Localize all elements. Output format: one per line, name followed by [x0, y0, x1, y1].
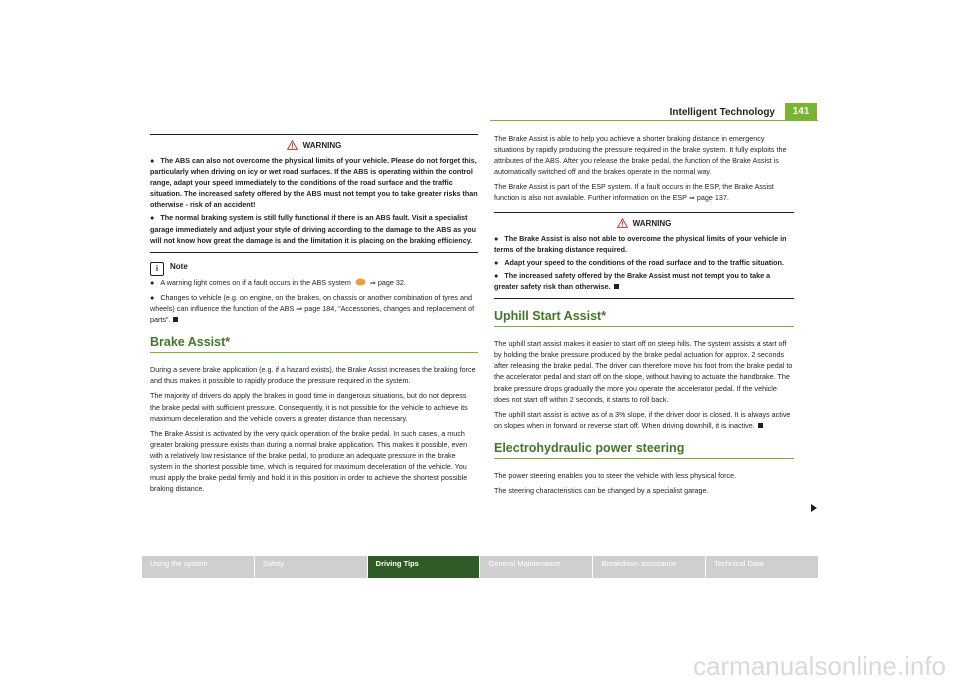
continue-arrow-icon[interactable]	[811, 504, 817, 512]
paragraph: The Brake Assist is able to help you achieve a shorter braking distance in emergency situations by rapidly producing the pressure required in the brake system. It fully exploits the attributes of the ABS. After you release the brake pedal, the function of the Brake Assist is automatically switched off and the brakes operate in the normal way.	[494, 134, 787, 177]
abs-warning-light-icon	[355, 278, 366, 286]
paragraph: The steering characteristics can be changed by a specialist garage.	[494, 486, 709, 496]
paragraph: The uphill start assist is active as of a 3% slope, if the driver door is closed. It is always active on slopes when in forward or reverse start off. When driving downhill, it is inactive.	[494, 409, 791, 430]
end-of-section-icon	[614, 284, 619, 289]
warning-heading	[150, 139, 478, 152]
warning-title: WARNING	[632, 218, 672, 228]
footer-chapter-tabs	[142, 556, 818, 578]
end-of-section-icon	[758, 423, 763, 428]
tab-breakdown-assistance[interactable]: Breakdown assistance	[593, 556, 705, 578]
right-column	[494, 133, 794, 500]
tab-general-maintenance[interactable]: General Maintenance	[480, 556, 592, 578]
watermark: carmanualsonline.info	[693, 651, 946, 681]
paragraph: The Brake Assist is part of the ESP system. If a fault occurs in the ESP, the Brake Assist function is also not available. Further information on the ESP ⇒ page 137.	[494, 182, 774, 203]
warning-title: WARNING	[302, 141, 342, 150]
left-column	[150, 134, 478, 498]
tab-using-the-system[interactable]: Using the system	[142, 556, 254, 578]
warning-triangle-icon	[617, 218, 628, 228]
warning-item: ● The increased safety offered by the Brake Assist must not tempt you to take a greater safety risk than otherwise.	[494, 270, 771, 291]
end-of-section-icon	[173, 317, 178, 322]
warning-box-abs	[150, 134, 478, 253]
section-heading-brake-assist: Brake Assist*	[150, 337, 478, 353]
warning-triangle-icon	[287, 140, 298, 150]
tab-driving-tips[interactable]: Driving Tips	[368, 556, 480, 578]
section-heading-power-steering: Electrohydraulic power steering	[494, 443, 794, 459]
page-number: 141	[785, 103, 817, 120]
warning-box-brake-assist	[494, 212, 794, 299]
warning-item: ● The Brake Assist is also not able to overcome the physical limits of your vehicle in terms of the braking distance required.	[494, 233, 787, 254]
paragraph: The uphill start assist makes it easier to start off on steep hills. The system assists a start off by holding the brake pressure produced by the brake pedal actuation for approx. 2 seconds after releasing the brake pedal. The driver can therefore move his foot from the brake pedal to the accelerator pedal and start off on the slope, without having to actuate the handbrake. The brake pressure drops gradually the more you operate the accelerator pedal. If the vehicle does not start off within 2 seconds, it starts to roll back.	[494, 339, 793, 404]
tab-safety[interactable]: Safety	[255, 556, 367, 578]
tab-technical-data[interactable]: Technical Data	[706, 556, 818, 578]
warning-heading	[494, 217, 794, 230]
note-item: ● A warning light comes on if a fault occurs in the ABS system ⇒ page 32.	[150, 277, 406, 287]
warning-item: ● The normal braking system is still fully functional if there is an ABS fault. Visit a specialist garage immediately and adjust your style of driving according to the damage to the ABS as you will not know how great the damage is and the limitation it is placing on the braking efficiency.	[150, 213, 477, 245]
paragraph: During a severe brake application (e.g. if a hazard exists), the Brake Assist increases the braking force and thus makes it possible to rapidly produce the pressure required in the system.	[150, 365, 476, 386]
warning-item: ● The ABS can also not overcome the physical limits of your vehicle. Please do not forget this, particularly when driving on icy or wet road surfaces. If the ABS is operating within the control range, adapt your speed immediately to the conditions of the road surface and the traffic situation. The increased safety offered by the ABS must not tempt you to take greater risks than otherwise - risk of an accident!	[150, 156, 478, 210]
header-rule	[490, 120, 818, 121]
note-item: ● Changes to vehicle (e.g. on engine, on the brakes, on chassis or another combination of tyres and wheels) can influence the function of the ABS ⇒ page 184, “Accessories, changes and replacement of parts”.	[150, 292, 475, 325]
page-header-title: Intelligent Technology	[669, 107, 775, 118]
paragraph: The majority of drivers do apply the brakes in good time in dangerous situations, but do not depress the brake pedal with sufficient pressure. Consequently, it is not possible for the vehicle to achieve its maximum deceleration and the vehicle covers a greater distance than necessary.	[150, 391, 468, 423]
paragraph: The Brake Assist is activated by the very quick operation of the brake pedal. In such cases, a much greater braking pressure exists than during a normal brake application. This makes it possible, even with a relatively low resistance of the brake pedal, to produce an adequate pressure in the brake system in the shortest possible time, which is required for maximum deceleration of the vehicle. You must apply the brake pedal firmly and hold it in this position in order to achieve the shortest possible braking distance.	[150, 428, 468, 494]
note-info-icon: i	[150, 262, 164, 276]
paragraph: The power steering enables you to steer the vehicle with less physical force.	[494, 470, 737, 480]
section-heading-uphill-start-assist: Uphill Start Assist*	[494, 311, 794, 327]
note-heading: i Note	[150, 259, 478, 275]
warning-item: ● Adapt your speed to the conditions of the road surface and to the traffic situation.	[494, 257, 784, 267]
